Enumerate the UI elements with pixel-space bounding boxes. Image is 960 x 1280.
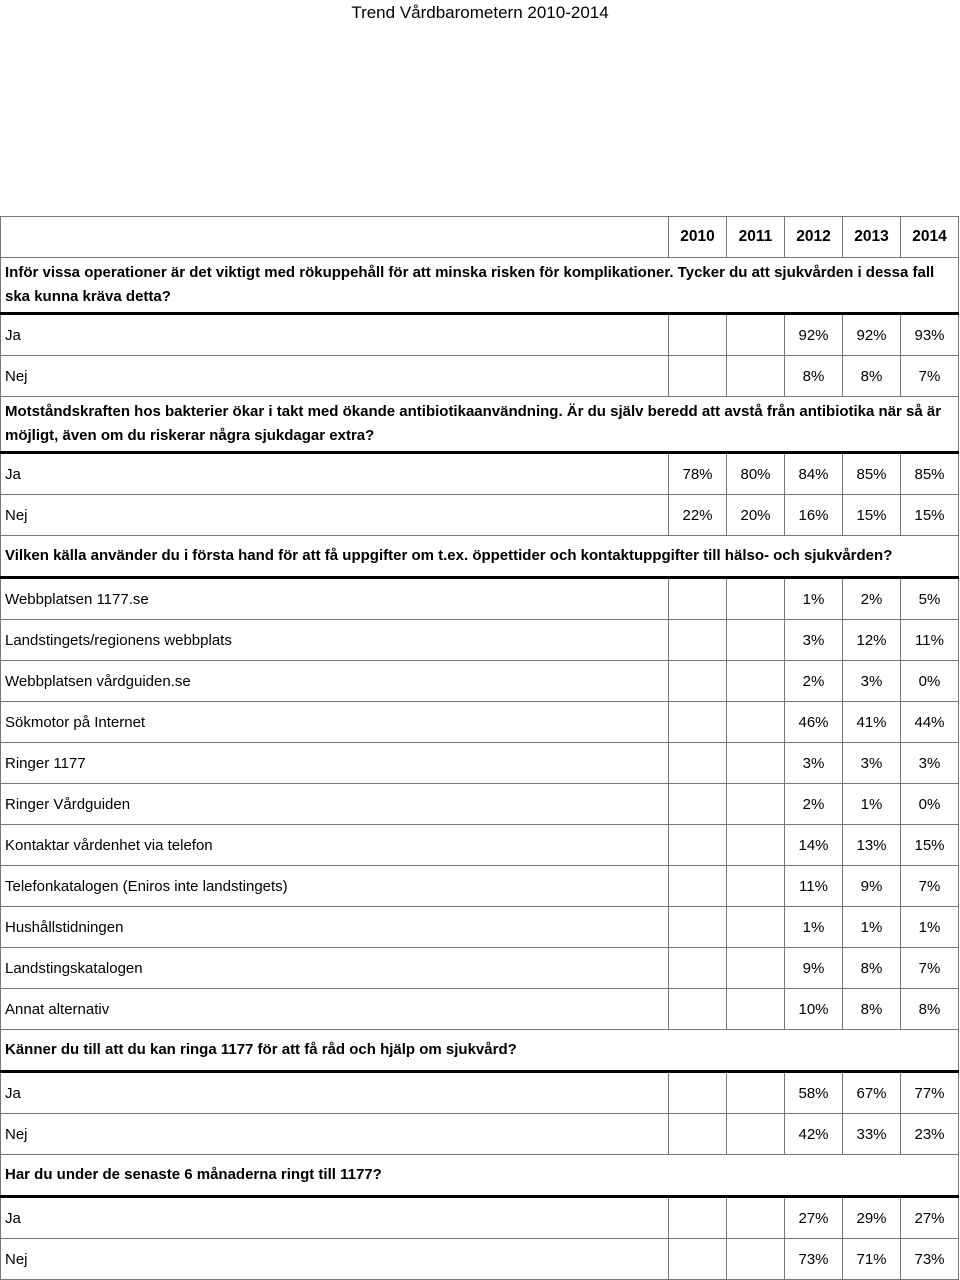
value-cell-2013: 1%: [843, 784, 901, 825]
answer-label: Ja: [1, 1072, 669, 1114]
value-cell-2013: 41%: [843, 702, 901, 743]
value-cell-2012: 2%: [785, 784, 843, 825]
answer-label: Ringer Vårdguiden: [1, 784, 669, 825]
value-cell-2011: [727, 866, 785, 907]
value-cell-2013: 8%: [843, 989, 901, 1030]
year-header-2011: 2011: [727, 217, 785, 258]
value-cell-2012: 1%: [785, 907, 843, 948]
value-cell-2011: [727, 578, 785, 620]
value-cell-2010: [669, 1239, 727, 1280]
value-cell-2012: 8%: [785, 356, 843, 397]
answer-row: [1, 1072, 959, 1114]
answer-label: Nej: [1, 1239, 669, 1280]
value-cell-2014: 44%: [901, 702, 959, 743]
answer-label: Nej: [1, 356, 669, 397]
answer-row: [1, 1197, 959, 1239]
answer-row: [1, 661, 959, 702]
value-cell-2011: [727, 1114, 785, 1155]
value-cell-2014: 77%: [901, 1072, 959, 1114]
answer-label: Telefonkatalogen (Eniros inte landstingets): [1, 866, 669, 907]
answer-row: [1, 989, 959, 1030]
question-text: Motståndskraften hos bakterier ökar i takt med ökande antibiotikaanvändning. Är du själv beredd att avstå från antibiotika när så är möjligt, även om du riskerar några sjukdagar extra?: [1, 397, 959, 453]
answer-row: [1, 825, 959, 866]
value-cell-2014: 3%: [901, 743, 959, 784]
value-cell-2012: 84%: [785, 453, 843, 495]
question-text: Har du under de senaste 6 månaderna ringt till 1177?: [1, 1155, 959, 1197]
value-cell-2010: [669, 866, 727, 907]
value-cell-2010: [669, 1197, 727, 1239]
value-cell-2011: [727, 948, 785, 989]
answer-row: [1, 453, 959, 495]
year-header-2014: 2014: [901, 217, 959, 258]
year-header-blank-cell: [1, 217, 669, 258]
question-row: [1, 397, 959, 453]
value-cell-2012: 58%: [785, 1072, 843, 1114]
value-cell-2014: 27%: [901, 1197, 959, 1239]
answer-label: Webbplatsen 1177.se: [1, 578, 669, 620]
value-cell-2012: 11%: [785, 866, 843, 907]
answer-label: Webbplatsen vårdguiden.se: [1, 661, 669, 702]
value-cell-2013: 29%: [843, 1197, 901, 1239]
value-cell-2010: [669, 784, 727, 825]
value-cell-2014: 7%: [901, 356, 959, 397]
question-text: Känner du till att du kan ringa 1177 för att få råd och hjälp om sjukvård?: [1, 1030, 959, 1072]
answer-label: Ja: [1, 1197, 669, 1239]
value-cell-2011: [727, 1239, 785, 1280]
answer-label: Ja: [1, 314, 669, 356]
value-cell-2013: 3%: [843, 661, 901, 702]
value-cell-2010: 78%: [669, 453, 727, 495]
answer-label: Ringer 1177: [1, 743, 669, 784]
value-cell-2014: 0%: [901, 784, 959, 825]
value-cell-2011: 20%: [727, 495, 785, 536]
year-header-row: [1, 217, 959, 258]
value-cell-2013: 8%: [843, 356, 901, 397]
value-cell-2012: 73%: [785, 1239, 843, 1280]
value-cell-2013: 85%: [843, 453, 901, 495]
value-cell-2013: 67%: [843, 1072, 901, 1114]
value-cell-2011: [727, 1197, 785, 1239]
year-header-2010: 2010: [669, 217, 727, 258]
value-cell-2010: [669, 661, 727, 702]
value-cell-2014: 8%: [901, 989, 959, 1030]
value-cell-2012: 16%: [785, 495, 843, 536]
value-cell-2010: [669, 1114, 727, 1155]
value-cell-2013: 15%: [843, 495, 901, 536]
value-cell-2014: 15%: [901, 825, 959, 866]
page-header-title: Trend Vårdbarometern 2010-2014: [351, 3, 609, 22]
value-cell-2012: 27%: [785, 1197, 843, 1239]
question-row: [1, 258, 959, 314]
value-cell-2012: 92%: [785, 314, 843, 356]
value-cell-2011: [727, 1072, 785, 1114]
value-cell-2010: [669, 620, 727, 661]
value-cell-2014: 7%: [901, 948, 959, 989]
value-cell-2012: 2%: [785, 661, 843, 702]
answer-row: [1, 948, 959, 989]
answer-label: Kontaktar vårdenhet via telefon: [1, 825, 669, 866]
value-cell-2013: 1%: [843, 907, 901, 948]
value-cell-2010: [669, 578, 727, 620]
value-cell-2010: [669, 989, 727, 1030]
value-cell-2014: 11%: [901, 620, 959, 661]
value-cell-2014: 85%: [901, 453, 959, 495]
value-cell-2010: [669, 948, 727, 989]
value-cell-2013: 12%: [843, 620, 901, 661]
answer-row: [1, 495, 959, 536]
answer-label: Nej: [1, 495, 669, 536]
answer-label: Landstingskatalogen: [1, 948, 669, 989]
answer-row: [1, 866, 959, 907]
value-cell-2010: [669, 702, 727, 743]
value-cell-2010: [669, 907, 727, 948]
question-text: Vilken källa använder du i första hand för att få uppgifter om t.ex. öppettider och kontaktuppgifter till hälso- och sjukvården?: [1, 536, 959, 578]
value-cell-2012: 9%: [785, 948, 843, 989]
answer-row: [1, 1114, 959, 1155]
answer-row: [1, 907, 959, 948]
value-cell-2013: 33%: [843, 1114, 901, 1155]
value-cell-2014: 0%: [901, 661, 959, 702]
value-cell-2013: 71%: [843, 1239, 901, 1280]
value-cell-2014: 93%: [901, 314, 959, 356]
answer-label: Annat alternativ: [1, 989, 669, 1030]
value-cell-2011: [727, 907, 785, 948]
value-cell-2014: 1%: [901, 907, 959, 948]
value-cell-2011: 80%: [727, 453, 785, 495]
value-cell-2011: [727, 356, 785, 397]
value-cell-2010: [669, 314, 727, 356]
question-row: [1, 536, 959, 578]
value-cell-2011: [727, 825, 785, 866]
value-cell-2014: 23%: [901, 1114, 959, 1155]
value-cell-2014: 15%: [901, 495, 959, 536]
value-cell-2013: 2%: [843, 578, 901, 620]
value-cell-2014: 5%: [901, 578, 959, 620]
value-cell-2014: 7%: [901, 866, 959, 907]
answer-label: Nej: [1, 1114, 669, 1155]
value-cell-2011: [727, 314, 785, 356]
answer-label: Ja: [1, 453, 669, 495]
value-cell-2011: [727, 989, 785, 1030]
value-cell-2012: 10%: [785, 989, 843, 1030]
answer-row: [1, 620, 959, 661]
question-row: [1, 1030, 959, 1072]
value-cell-2011: [727, 702, 785, 743]
answer-row: [1, 702, 959, 743]
value-cell-2013: 9%: [843, 866, 901, 907]
value-cell-2014: 73%: [901, 1239, 959, 1280]
year-header-2013: 2013: [843, 217, 901, 258]
value-cell-2010: 22%: [669, 495, 727, 536]
question-row: [1, 1155, 959, 1197]
value-cell-2012: 1%: [785, 578, 843, 620]
answer-row: [1, 1239, 959, 1280]
value-cell-2010: [669, 356, 727, 397]
answer-label: Sökmotor på Internet: [1, 702, 669, 743]
value-cell-2010: [669, 743, 727, 784]
value-cell-2012: 3%: [785, 620, 843, 661]
value-cell-2011: [727, 620, 785, 661]
answer-label: Landstingets/regionens webbplats: [1, 620, 669, 661]
answer-row: [1, 314, 959, 356]
value-cell-2012: 14%: [785, 825, 843, 866]
value-cell-2013: 3%: [843, 743, 901, 784]
answer-label: Hushållstidningen: [1, 907, 669, 948]
value-cell-2013: 92%: [843, 314, 901, 356]
answer-row: [1, 578, 959, 620]
value-cell-2012: 42%: [785, 1114, 843, 1155]
question-text: Inför vissa operationer är det viktigt med rökuppehåll för att minska risken för komplikationer. Tycker du att sjukvården i dessa fall ska kunna kräva detta?: [1, 258, 959, 314]
answer-row: [1, 743, 959, 784]
survey-trend-table: [0, 216, 959, 1280]
value-cell-2010: [669, 1072, 727, 1114]
value-cell-2011: [727, 661, 785, 702]
value-cell-2010: [669, 825, 727, 866]
answer-row: [1, 356, 959, 397]
value-cell-2013: 8%: [843, 948, 901, 989]
year-header-2012: 2012: [785, 217, 843, 258]
value-cell-2012: 3%: [785, 743, 843, 784]
value-cell-2011: [727, 784, 785, 825]
answer-row: [1, 784, 959, 825]
value-cell-2012: 46%: [785, 702, 843, 743]
value-cell-2013: 13%: [843, 825, 901, 866]
value-cell-2011: [727, 743, 785, 784]
